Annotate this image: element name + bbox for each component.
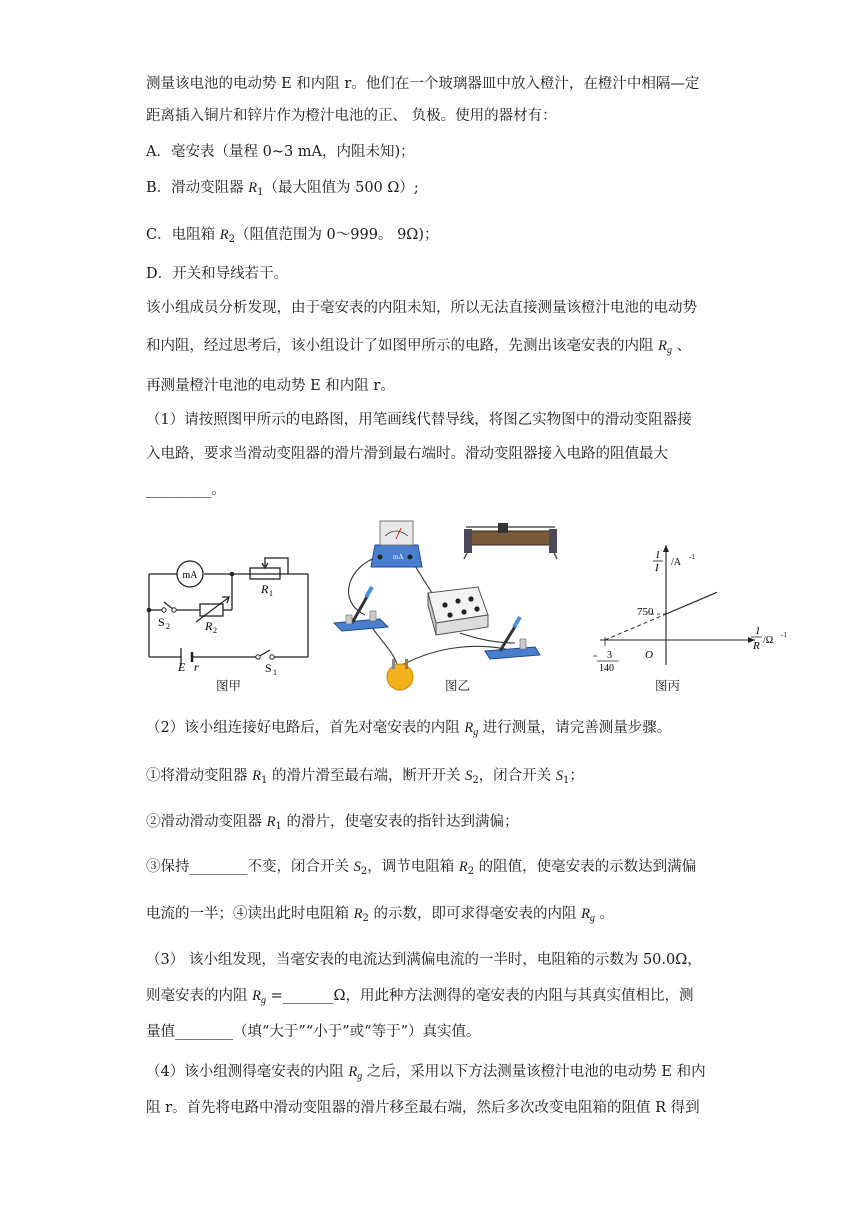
- symbol: R: [353, 906, 363, 922]
- text: 电流的一半；④读出此时电阻箱: [146, 906, 354, 922]
- subscript: 1: [257, 187, 264, 198]
- text: （最大阻值为 500 Ω）;: [263, 180, 419, 196]
- r2-sub: 2: [213, 626, 217, 635]
- s2-label: S: [158, 615, 165, 629]
- text: 的阻值，使毫安表的示数达到满偏: [474, 859, 697, 875]
- symbol: R: [248, 180, 258, 196]
- switch-icon: [334, 587, 388, 631]
- symbol: R: [658, 338, 667, 354]
- question-1: （1）请按照图甲所示的电路图，用笔画线代替导线，将图乙实物图中的滑动变阻器接: [146, 412, 692, 428]
- symbol: R: [581, 906, 590, 922]
- text: ；: [569, 768, 584, 784]
- text: ③保持________不变，闭合开关: [146, 859, 354, 875]
- subscript: g: [260, 995, 266, 1006]
- x-label-exp: -1: [781, 631, 787, 639]
- question-2: [146, 718, 671, 743]
- paragraph-line: 测量该电池的电动势 E 和内阻 r。他们在一个玻璃器皿中放入橙汁，在橙汁中相隔—定: [146, 76, 700, 92]
- text: （2）该小组连接好电路后，首先对毫安表的内阻: [146, 720, 465, 736]
- symbol: R: [348, 1064, 358, 1080]
- paragraph-line: 量值________（填“大于”“小于”或“等于”）真实值。: [146, 1024, 481, 1040]
- x-label-unit: /Ω: [763, 635, 774, 646]
- symbol: R: [464, 720, 474, 736]
- subscript: 2: [467, 866, 475, 877]
- step-3: [146, 857, 696, 882]
- subscript: 2: [472, 775, 479, 786]
- paragraph-line: 距离插入铜片和锌片作为橙汁电池的正、 负极。使用的器材有：: [146, 108, 557, 124]
- subscript: 2: [360, 866, 368, 877]
- text: 的滑片滑至最右端，断开开关: [267, 768, 466, 784]
- subscript: 2: [362, 913, 369, 924]
- orange-battery-icon: [387, 659, 413, 690]
- text: 的示数，即可求得毫安表的内阻: [368, 906, 582, 922]
- apparatus-figure: [330, 515, 565, 695]
- text: （阻值范围为 0～999。 9Ω)；: [234, 227, 439, 243]
- answer-blank: _________。: [146, 482, 226, 498]
- s2-sub: 2: [166, 622, 170, 631]
- y-label-den: I: [655, 562, 659, 574]
- y-arrow-icon: [663, 545, 669, 552]
- symbol: R: [252, 988, 261, 1004]
- question-3: （3） 该小组发现，当毫安表的电流达到满偏电流的一半时，电阻箱的示数为 50.0Ω，: [146, 952, 702, 968]
- rheostat-icon: [464, 523, 557, 559]
- text: ①将滑动变阻器: [146, 768, 253, 784]
- text: 、: [671, 338, 692, 354]
- symbol: R: [219, 227, 229, 243]
- option-a: A．毫安表（量程 0~3 mA，内阻未知)；: [146, 144, 415, 160]
- subscript: 1: [260, 775, 268, 786]
- s1-sub: 1: [273, 668, 277, 677]
- data-line: [666, 592, 717, 614]
- text: 和内阻，经过思考后，该小组设计了如图甲所示的电路，先测出该毫安表的内阻: [146, 338, 659, 354]
- origin-label: O: [645, 649, 653, 661]
- r1-sub: 1: [269, 589, 273, 598]
- paragraph-line: 该小组成员分析发现，由于毫安表的内阻未知，所以无法直接测量该橙汁电池的电动势: [146, 300, 697, 316]
- caption-jia: 图甲: [216, 678, 242, 693]
- symbol: R: [252, 768, 261, 784]
- text: 之后，采用以下方法测量该橙汁电池的电动势 E 和内: [362, 1064, 706, 1080]
- paragraph-line: [146, 986, 694, 1011]
- linear-graph: [585, 535, 795, 675]
- caption-yi: 图乙: [445, 678, 471, 693]
- text: ，调节电阻箱: [367, 859, 459, 875]
- text: C．电阻箱: [146, 227, 220, 243]
- x-label-num: 1: [755, 625, 761, 637]
- subscript: g: [473, 727, 479, 738]
- symbol: S: [465, 768, 473, 784]
- y-label-num: 1: [655, 549, 661, 561]
- r1-label: R: [261, 582, 269, 596]
- r2-label: R: [205, 619, 213, 633]
- option-d: D．开关和导线若干。: [146, 266, 289, 282]
- paragraph-line: 入电路，要求当滑动变阻器的滑片滑到最右端时。滑动变阻器接入电路的阻值最大: [146, 446, 668, 462]
- emf-label: E: [178, 660, 186, 674]
- text: 则毫安表的内阻: [146, 988, 253, 1004]
- symbol: R: [458, 859, 468, 875]
- text: ，闭合开关: [478, 768, 556, 784]
- y-intercept-label: 750: [637, 606, 654, 618]
- text: 。: [594, 906, 615, 922]
- text: （4）该小组测得毫安表的内阻: [146, 1064, 349, 1080]
- meter-text: mA: [393, 553, 404, 561]
- text: ②滑动滑动变阻器: [146, 814, 267, 830]
- y-label-exp: -1: [689, 553, 695, 561]
- symbol: R: [266, 814, 276, 830]
- option-b: [146, 178, 419, 203]
- x-intercept-den: 140: [599, 663, 614, 674]
- text: 进行测量，请完善测量步骤。: [478, 720, 672, 736]
- paragraph-line: 阻 r。首先将电路中滑动变阻器的滑片移至最右端，然后多次改变电阻箱的阻值 R 得到: [146, 1100, 700, 1116]
- subscript: 2: [228, 234, 235, 245]
- subscript: 1: [563, 775, 570, 786]
- question-4: [146, 1062, 706, 1087]
- x-intercept-num: 3: [607, 650, 612, 661]
- circuit-diagram: [140, 540, 320, 677]
- symbol: S: [555, 768, 564, 784]
- x-label-den: R: [753, 640, 760, 652]
- text: =_______Ω，用此种方法测得的毫安表的内阻与其真实值相比，测: [265, 988, 694, 1004]
- step-4: [146, 904, 614, 929]
- extrapolation-line: [605, 614, 666, 640]
- caption-bing: 图丙: [655, 678, 681, 693]
- subscript: g: [666, 345, 672, 356]
- option-c: [146, 225, 438, 250]
- symbol: S: [353, 859, 361, 875]
- subscript: g: [589, 913, 595, 924]
- milliammeter-icon: [371, 521, 422, 567]
- switch-icon: [485, 617, 540, 659]
- paragraph-line: [146, 336, 691, 361]
- resistance-box-icon: [428, 587, 488, 635]
- subscript: g: [357, 1071, 363, 1082]
- step-1: [146, 766, 584, 791]
- text: 的滑片，使毫安表的指针达到满偏；: [281, 814, 519, 830]
- paragraph-line: 再测量橙汁电池的电动势 E 和内阻 r。: [146, 378, 395, 394]
- s1-label: S: [265, 661, 272, 675]
- internal-r-label: r: [194, 660, 199, 674]
- text: B．滑动变阻器: [146, 180, 249, 196]
- meter-label: mA: [182, 570, 198, 581]
- y-label-unit: /A: [671, 557, 681, 568]
- subscript: 1: [275, 821, 282, 832]
- step-2: [146, 812, 518, 837]
